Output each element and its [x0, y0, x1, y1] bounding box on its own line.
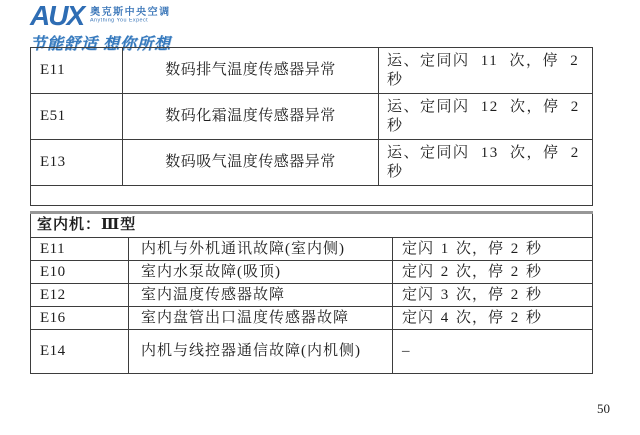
indicator-cell: 定闪 3 次，停 2 秒: [393, 284, 593, 307]
table-row: [31, 48, 593, 94]
empty-cell: [31, 186, 593, 206]
page-number: 50: [597, 401, 610, 416]
error-desc-cell: 室内盘管出口温度传感器故障: [129, 307, 393, 330]
error-desc-cell: 室内水泵故障(吸顶): [129, 261, 393, 284]
error-code-table-indoor: [30, 211, 593, 374]
brand-slogan: 节能舒适 想你所想: [30, 36, 172, 53]
error-code-table-upper: [30, 47, 593, 206]
error-desc-cell: 内机与线控器通信故障(内机侧): [129, 330, 393, 374]
error-code-cell: E13: [31, 140, 123, 186]
table-row: [31, 94, 593, 140]
indicator-cell: 运、定同闪 12 次，停 2 秒: [379, 94, 593, 140]
table-row: [31, 284, 593, 307]
error-code-cell: E14: [31, 330, 129, 374]
aux-logo-wordmark: AUX: [30, 0, 84, 31]
table-row: [31, 330, 593, 374]
section-header-row: [31, 213, 593, 238]
error-code-cell: E16: [31, 307, 129, 330]
indicator-cell: –: [393, 330, 593, 374]
error-desc-cell: 数码化霜温度传感器异常: [123, 94, 379, 140]
section-title: 室内机：Ⅲ型: [31, 213, 593, 238]
error-desc-cell: 数码吸气温度传感器异常: [123, 140, 379, 186]
table-row: [31, 307, 593, 330]
error-code-cell: E51: [31, 94, 123, 140]
empty-spacer-row: [31, 186, 593, 206]
error-code-cell: E10: [31, 261, 129, 284]
table-row: [31, 140, 593, 186]
indicator-cell: 运、定同闪 13 次，停 2 秒: [379, 140, 593, 186]
indicator-cell: 定闪 4 次，停 2 秒: [393, 307, 593, 330]
error-code-cell: E12: [31, 284, 129, 307]
table-row: [31, 238, 593, 261]
error-code-cell: E11: [31, 238, 129, 261]
indicator-cell: 定闪 1 次，停 2 秒: [393, 238, 593, 261]
brand-name-chinese: 奥克斯中央空调: [90, 7, 171, 18]
table-row: [31, 261, 593, 284]
error-desc-cell: 数码排气温度传感器异常: [123, 48, 379, 94]
indicator-cell: 运、定同闪 11 次，停 2 秒: [379, 48, 593, 94]
error-desc-cell: 内机与外机通讯故障(室内侧): [129, 238, 393, 261]
brand-tagline-english: Anything You Expect: [90, 18, 149, 24]
error-desc-cell: 室内温度传感器故障: [129, 284, 393, 307]
indicator-cell: 定闪 2 次，停 2 秒: [393, 261, 593, 284]
error-code-cell: E11: [31, 48, 123, 94]
